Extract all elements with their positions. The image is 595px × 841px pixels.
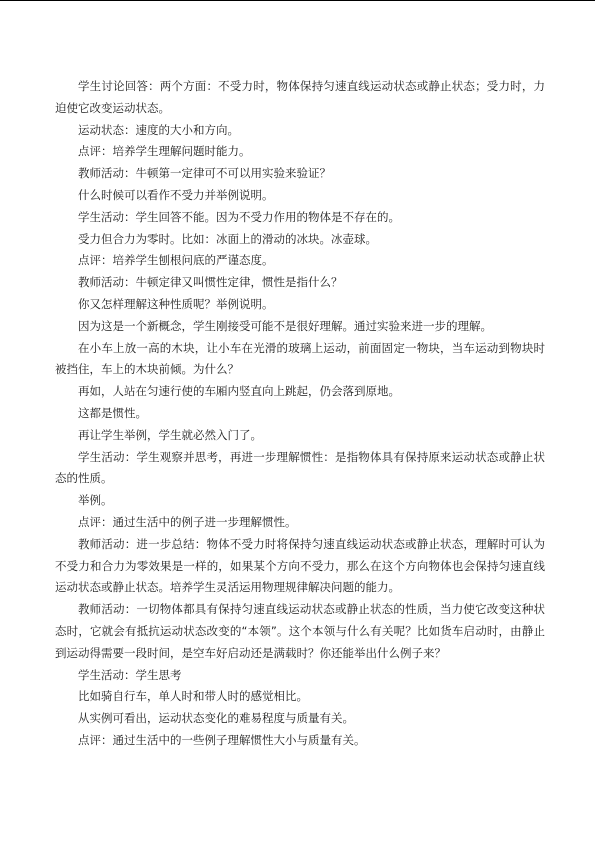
paragraph-comment-understanding: 点评：培养学生理解问题时能力。	[78, 144, 251, 159]
paragraph-comment-mass-inertia: 点评：通过生活中的一些例子理解惯性大小与质量有关。	[78, 732, 366, 747]
paragraph-student-answer-no: 学生活动：学生回答不能。因为不受力作用的物体是不存在的。	[78, 209, 400, 224]
page-top-rule	[0, 0, 595, 1]
paragraph-student-think: 学生活动：学生思考	[78, 667, 182, 682]
paragraph-teacher-inertia-mass: 教师活动：一切物体都具有保持匀速直线运动状态或静止状态的性质，当力使它改变这种状态时，它就会有抵抗运动状态改变的“本领”。这个本领与什么有关呢？比如货车启动时，由静止到运动得需要一段时间，是空车好启动还是满载时？你还能举出什么例子来？	[55, 602, 545, 660]
paragraph-teacher-summary: 教师活动：进一步总结：物体不受力时将保持匀速直线运动状态或静止状态，理解时可认为不受力和合力为零效果是一样的，如果某个方向不受力，那么在这个方向物体也会保持匀速直线运动状态或静止状态。培养学生灵活运用物理规律解决问题的能力。	[55, 536, 545, 595]
paragraph-train-jump-example: 再如，人站在匀速行使的车厢内竖直向上跳起，仍会落到原地。	[78, 384, 400, 399]
paragraph-student-observe-think: 学生活动：学生观察并思考，再进一步理解惯性：是指物体具有保持原来运动状态或静止状态的性质。	[55, 449, 545, 486]
paragraph-this-is-inertia: 这都是惯性。	[78, 405, 147, 420]
document-body	[55, 76, 545, 752]
paragraph-comment-life-examples: 点评：通过生活中的例子进一步理解惯性。	[78, 514, 297, 529]
paragraph-bicycle-example: 比如骑自行车，单人时和带人时的感觉相比。	[78, 689, 308, 704]
paragraph-students-give-examples: 再让学生举例，学生就必然入门了。	[78, 427, 262, 442]
paragraph-comment-rigor: 点评：培养学生刨根问底的严谨态度。	[78, 253, 274, 268]
paragraph-examples: 举例。	[78, 493, 113, 508]
paragraph-mass-relation: 从实例可看出，运动状态变化的难易程度与质量有关。	[78, 711, 354, 726]
paragraph-student-discussion-answer: 学生讨论回答：两个方面：不受力时，物体保持匀速直线运动状态或静止状态；受力时，力迫使它改变运动状态。	[55, 79, 545, 115]
paragraph-teacher-inertia-law: 教师活动：牛顿定律又叫惯性定律，惯性是指什么？	[78, 275, 343, 290]
paragraph-cart-experiment: 在小车上放一高的木块，让小车在光滑的玻璃上运动，前面固定一物块，当车运动到物块时被挡住，车上的木块前倾。为什么？	[55, 340, 545, 377]
paragraph-when-no-force: 什么时候可以看作不受力并举例说明。	[78, 187, 274, 202]
paragraph-motion-state-definition: 运动状态：速度的大小和方向。	[78, 122, 239, 137]
paragraph-how-understand: 你又怎样理解这种性质呢？举例说明。	[78, 296, 274, 311]
paragraph-teacher-question-experiment: 教师活动：牛顿第一定律可不可以用实验来验证？	[78, 166, 331, 181]
paragraph-new-concept: 因为这是一个新概念，学生刚接受可能不是很好理解。通过实验来进一步的理解。	[78, 318, 492, 333]
paragraph-net-force-zero: 受力但合力为零时。比如：冰面上的滑动的冰块。冰壶球。	[78, 231, 377, 246]
